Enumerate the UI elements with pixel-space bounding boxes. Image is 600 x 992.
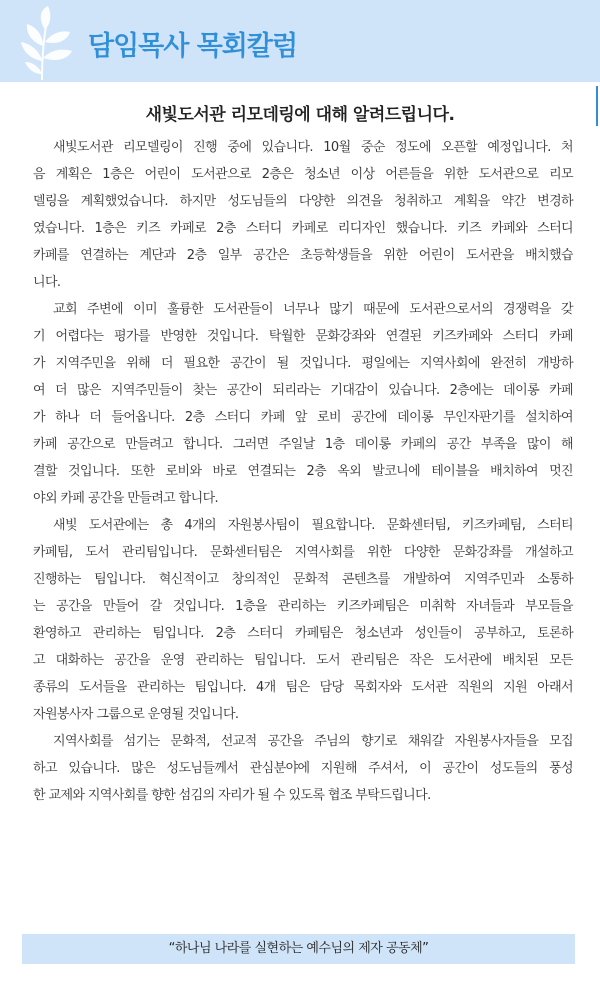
text-line: 교회 주변에 이미 훌륭한 도서관들이 너무나 많기 때문에 도서관으로서의 경쟁력을 갖: [53, 302, 573, 317]
text-line: 종류의 도서들을 관리하는 팀입니다. 4개 팀은 담당 목회자와 도서관 직원의 지원 아래서: [33, 680, 573, 695]
text-line: 자원봉사자 그룹으로 운영될 것입니다.: [33, 707, 239, 722]
column-title: 담임목사 목회칼럼: [88, 31, 298, 62]
paragraph: [33, 728, 573, 809]
text-line: 가 하나 더 들어옵니다. 2층 스터디 카페 앞 로비 공간에 데이롱 무인자판기를 설치하여: [33, 410, 573, 425]
paragraph: [33, 296, 573, 512]
paragraph: [33, 512, 573, 728]
leaf-branch-icon: [12, 6, 82, 82]
text-line: 결할 것입니다. 또한 로비와 바로 연결되는 2층 옥외 발코니에 테이블을 배치하여 멋진: [33, 464, 573, 479]
text-line: 한 교제와 지역사회를 향한 섬김의 자리가 될 수 있도록 협조 부탁드립니다.: [33, 788, 431, 803]
church-motto: “하나님 나라를 실현하는 예수님의 제자 공동체”: [168, 941, 429, 956]
text-line: 카페팀, 도서 관리팀입니다. 문화센터팀은 지역사회를 위한 다양한 문화강좌를 개설하고: [33, 545, 573, 560]
article-body: [33, 134, 573, 809]
text-line: 야외 카페 공간을 만들려고 합니다.: [33, 491, 219, 506]
motto-banner: [22, 934, 575, 964]
text-line: 음 계획은 1층은 어린이 도서관으로 2층은 청소년 이상 어른들을 위한 도서관으로 리모: [33, 167, 573, 182]
text-line: 환영하고 관리하는 팀입니다. 2층 스터디 카페팀은 청소년과 성인들이 공부하고, 토론하: [33, 626, 573, 641]
column-header-band: [0, 0, 600, 82]
paragraph: [33, 134, 573, 296]
text-line: 는 공간을 만들어 갈 것입니다. 1층을 관리하는 키즈카페팀은 미취학 자녀들과 부모들을: [33, 599, 573, 614]
article-title: 새빛도서관 리모데링에 대해 알려드립니다.: [145, 105, 455, 125]
text-line: 새빛 도서관에는 총 4개의 자원봉사팀이 필요합니다. 문화센터팀, 키즈카페팀, 스터티: [53, 518, 573, 533]
text-line: 델링을 계획했었습니다. 하지만 성도님들의 다양한 의견을 청취하고 계획을 약간 변경하: [33, 194, 573, 209]
text-line: 진행하는 팀입니다. 혁신적이고 창의적인 문화적 콘텐츠를 개발하여 지역주민과 소통하: [33, 572, 573, 587]
text-line: 였습니다. 1층은 키즈 카페로 2층 스터디 카페로 리디자인 했습니다. 키즈 카페와 스터디: [33, 221, 573, 236]
text-line: 고 대화하는 공간을 운영 관리하는 팀입니다. 도서 관리팀은 작은 도서관에 배치된 모든: [33, 653, 573, 668]
text-line: 하고 있습니다. 많은 성도님들께서 관심분야에 지원해 주셔서, 이 공간이 성도들의 풍성: [33, 761, 573, 776]
text-line: 니다.: [33, 275, 61, 290]
text-line: 기 어렵다는 평가를 반영한 것입니다. 탁월한 문화강좌와 연결된 키즈카페와 스터디 카페: [33, 329, 573, 344]
text-line: 여 더 많은 지역주민들이 찾는 공간이 되리라는 기대감이 있습니다. 2층에는 데이롱 카페: [33, 383, 573, 398]
text-line: 카페 공간으로 만들려고 합니다. 그러면 주일날 1층 데이롱 카페의 공간 부족을 많이 해: [33, 437, 573, 452]
text-line: 새빛도서관 리모델링이 진행 중에 있습니다. 10월 중순 정도에 오픈할 예정입니다. 처: [53, 140, 573, 155]
text-line: 지역사회를 섬기는 문화적, 선교적 공간을 주님의 향기로 채워갈 자원봉사자들을 모집: [53, 734, 573, 749]
text-line: 가 지역주민을 위해 더 필요한 공간이 될 것입니다. 평일에는 지역사회에 완전히 개방하: [33, 356, 573, 371]
text-line: 카페를 연결하는 계단과 2층 일부 공간은 초등학생들을 위한 어린이 도서관을 배치했습: [33, 248, 573, 263]
